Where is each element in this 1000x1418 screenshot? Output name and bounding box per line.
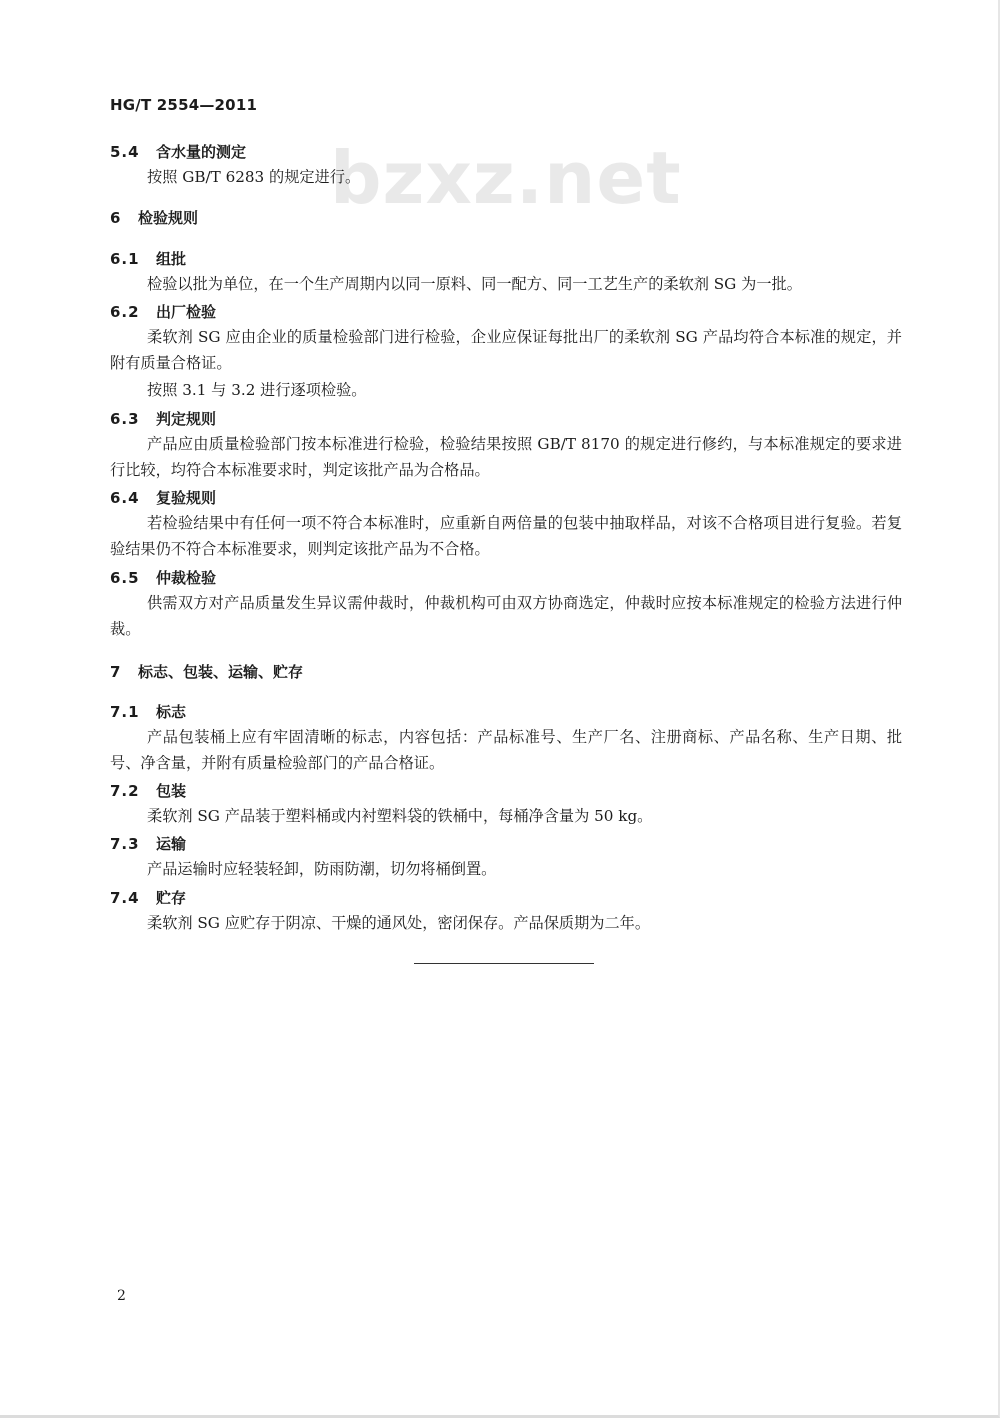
heading-title: 检验规则 (138, 209, 199, 227)
paragraph-7-3: 产品运输时应轻装轻卸，防雨防潮，切勿将桶倒置。 (147, 860, 497, 878)
heading-number: 7.1 (110, 703, 140, 721)
heading-number: 6.3 (110, 410, 140, 428)
heading-5-4 (110, 141, 246, 162)
page-number: 2 (117, 1288, 126, 1304)
heading-number: 7 (110, 663, 122, 681)
paragraph-6-2-1: 柔软剂 SG 应由企业的质量检验部门进行检验，企业应保证每批出厂的柔软剂 SG 产品均符合本标准的规定，并附有质量合格证。 (110, 328, 902, 372)
heading-6 (110, 207, 198, 228)
heading-7-2 (110, 780, 186, 801)
paragraph-7-4: 柔软剂 SG 应贮存于阴凉、干燥的通风处，密闭保存。产品保质期为二年。 (147, 914, 651, 932)
heading-title: 贮存 (156, 889, 187, 907)
end-of-document-rule (414, 963, 594, 964)
heading-number: 6.5 (110, 569, 140, 587)
paragraph-6-1: 检验以批为单位，在一个生产周期内以同一原料、同一配方、同一工艺生产的柔软剂 SG 为一批。 (147, 275, 802, 293)
paragraph-7-2: 柔软剂 SG 产品装于塑料桶或内衬塑料袋的铁桶中，每桶净含量为 50 kg。 (147, 807, 653, 825)
paragraph-6-4: 若检验结果中有任何一项不符合本标准时，应重新自两倍量的包装中抽取样品，对该不合格项目进行复验。若复验结果仍不符合本标准要求，则判定该批产品为不合格。 (110, 514, 902, 558)
paragraph-6-5: 供需双方对产品质量发生异议需仲裁时，仲裁机构可由双方协商选定，仲裁时应按本标准规定的检验方法进行仲裁。 (110, 594, 902, 638)
heading-title: 含水量的测定 (156, 143, 247, 161)
paragraph-5-4: 按照 GB/T 6283 的规定进行。 (147, 168, 361, 186)
heading-title: 标志、包装、运输、贮存 (138, 663, 304, 681)
heading-number: 6.2 (110, 303, 140, 321)
paragraph-6-2-2: 按照 3.1 与 3.2 进行逐项检验。 (147, 381, 367, 399)
heading-title: 复验规则 (156, 489, 217, 507)
heading-6-2 (110, 301, 216, 322)
heading-number: 7.3 (110, 835, 140, 853)
standard-number-header: HG/T 2554—2011 (110, 96, 258, 114)
heading-number: 6.4 (110, 489, 140, 507)
heading-title: 标志 (156, 703, 187, 721)
heading-6-3 (110, 408, 216, 429)
heading-7-1 (110, 701, 186, 722)
heading-6-4 (110, 487, 216, 508)
heading-number: 5.4 (110, 143, 140, 161)
watermark: bzxz.net (330, 136, 682, 220)
heading-6-1 (110, 248, 186, 269)
heading-title: 出厂检验 (156, 303, 217, 321)
heading-number: 7.4 (110, 889, 140, 907)
heading-title: 包装 (156, 782, 187, 800)
heading-7 (110, 661, 303, 682)
heading-title: 运输 (156, 835, 187, 853)
heading-title: 组批 (156, 250, 187, 268)
heading-title: 仲裁检验 (156, 569, 217, 587)
heading-title: 判定规则 (156, 410, 217, 428)
heading-7-4 (110, 887, 186, 908)
heading-number: 6.1 (110, 250, 140, 268)
paragraph-6-3: 产品应由质量检验部门按本标准进行检验，检验结果按照 GB/T 8170 的规定进行修约，与本标准规定的要求进行比较，均符合本标准要求时，判定该批产品为合格品。 (110, 435, 902, 479)
heading-number: 6 (110, 209, 122, 227)
heading-6-5 (110, 567, 216, 588)
heading-7-3 (110, 833, 186, 854)
paragraph-7-1: 产品包装桶上应有牢固清晰的标志，内容包括：产品标准号、生产厂名、注册商标、产品名称、生产日期、批号、净含量，并附有质量检验部门的产品合格证。 (110, 728, 902, 772)
heading-number: 7.2 (110, 782, 140, 800)
